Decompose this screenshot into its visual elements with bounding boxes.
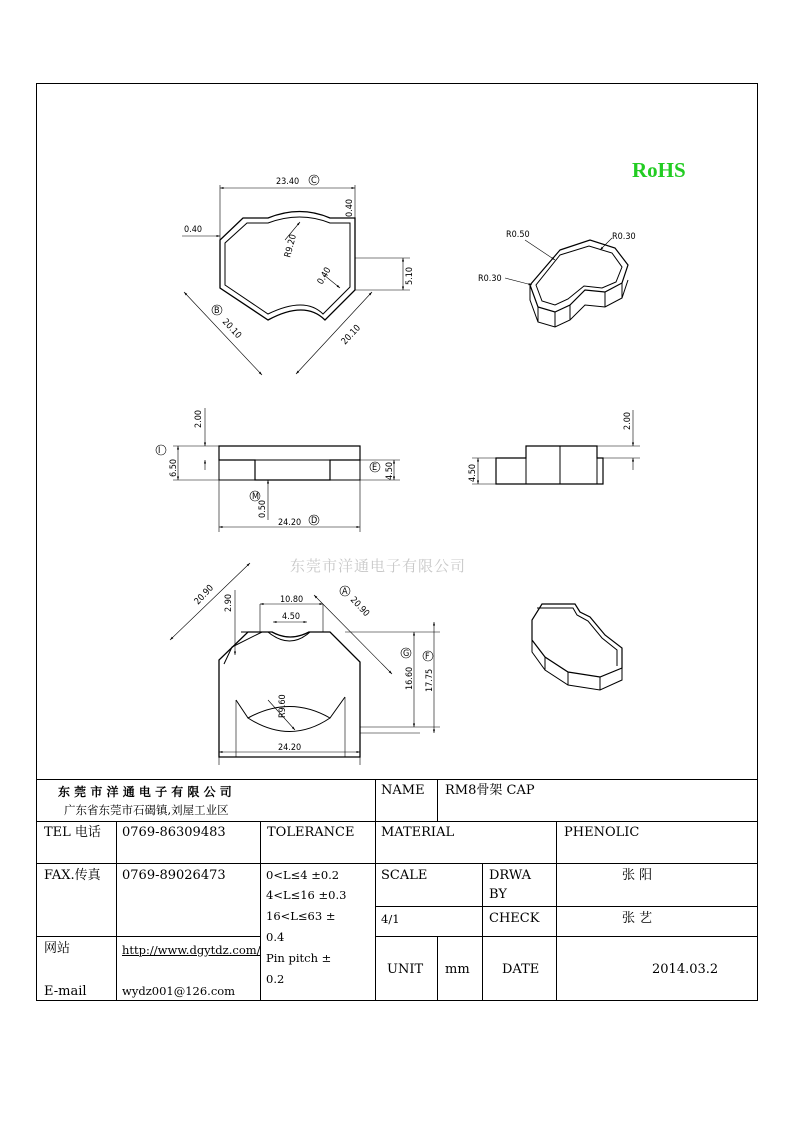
check-value: 张 艺 — [622, 911, 653, 926]
material-value: PHENOLIC — [564, 825, 640, 840]
part-name: RM8骨架 CAP — [445, 783, 535, 798]
dim-right-height: 5.10 — [405, 266, 415, 285]
scale-label: SCALE — [381, 868, 428, 883]
unit-label: UNIT — [387, 962, 424, 977]
dim-front-right-height: 4.50 — [385, 461, 395, 480]
datum-label-g: G — [403, 649, 410, 659]
unit-value: mm — [445, 962, 470, 977]
company-name: 东 莞 市 洋 通 电 子 有 限 公 司 — [58, 785, 232, 799]
tolerance-line-5: Pin pitch ± — [266, 951, 332, 965]
website-link[interactable]: http://www.dgytdz.com/ — [122, 943, 261, 957]
tolerance-line-3: 16<L≤63 ± — [266, 909, 336, 923]
company-watermark: 东莞市洋通电子有限公司 — [290, 557, 467, 575]
dim-top-width: 23.40 — [276, 177, 300, 187]
iso-radius-2: R0.30 — [612, 232, 636, 242]
date-value: 2014.03.2 — [652, 962, 719, 977]
scale-value: 4/1 — [381, 912, 400, 926]
tel-value: 0769-86309483 — [122, 825, 226, 840]
email-value: wydz001@126.com — [122, 984, 236, 998]
datum-label-m: M — [252, 492, 259, 502]
tolerance-line-4: 0.4 — [266, 930, 285, 944]
datum-label-b: B — [214, 306, 220, 316]
iso-radius-3: R0.30 — [478, 274, 502, 284]
dim-front-total-height: 6.50 — [169, 458, 179, 477]
dim-top-radius: R9.20 — [283, 233, 300, 259]
dim-front-bottom-gap: 0.50 — [258, 499, 268, 518]
drawn-by-label-2: BY — [489, 887, 507, 902]
tolerance-line-6: 0.2 — [266, 972, 285, 986]
dim-bottom-slot-outer: 10.80 — [280, 595, 304, 605]
dim-bottom-slot-depth: 2.90 — [224, 593, 234, 612]
fax-label: FAX.传真 — [44, 868, 101, 883]
company-address: 广东省东莞市石碣镇,刘屋工业区 — [64, 803, 229, 817]
dim-bottom-height-inner: 16.60 — [405, 666, 415, 690]
dim-bottom-radius: R9.60 — [278, 694, 288, 718]
iso-view — [505, 238, 628, 327]
drawn-by-label-1: DRWA — [489, 868, 532, 883]
dim-left-offset: 0.40 — [184, 225, 203, 235]
iso-radius-1: R0.50 — [506, 230, 530, 240]
dim-side-height: 4.50 — [468, 463, 478, 482]
datum-label-a: A — [342, 587, 348, 597]
datum-label-e: E — [372, 463, 378, 473]
datum-label-d: D — [311, 516, 318, 526]
fax-value: 0769-89026473 — [122, 868, 226, 883]
dim-side-top-step: 2.00 — [623, 411, 633, 430]
drawn-by-value: 张 阳 — [622, 868, 653, 883]
tolerance-line-2: 4<L≤16 ±0.3 — [266, 888, 347, 902]
check-label: CHECK — [489, 911, 540, 926]
material-label: MATERIAL — [381, 825, 455, 840]
dim-bottom-width: 24.20 — [278, 743, 302, 753]
datum-label-f: F — [425, 652, 430, 662]
dim-bottom-diag-right: 20.90 — [347, 595, 371, 620]
dim-diag-right: 20.10 — [339, 323, 364, 348]
email-label: E-mail — [44, 984, 87, 999]
dim-top-corner: 0.40 — [345, 198, 355, 217]
rohs-mark: RoHS — [632, 158, 686, 182]
dim-inner-corner: 0.40 — [315, 265, 334, 287]
date-label: DATE — [502, 962, 540, 977]
datum-label-i: I — [158, 446, 161, 456]
top-view — [182, 175, 410, 375]
dim-front-width: 24.20 — [278, 518, 302, 528]
tolerance-line-1: 0<L≤4 ±0.2 — [266, 868, 340, 882]
dim-bottom-height-outer: 17.75 — [425, 668, 435, 692]
website-label: 网站 — [44, 941, 71, 956]
front-view — [156, 408, 400, 532]
iso-view-bottom — [532, 604, 622, 690]
dim-bottom-diag-left: 20.90 — [192, 583, 217, 608]
dim-front-top-step: 2.00 — [194, 409, 204, 428]
tolerance-label: TOLERANCE — [267, 825, 355, 840]
dim-bottom-slot-inner: 4.50 — [282, 612, 301, 622]
datum-label-c: C — [311, 176, 317, 186]
name-label: NAME — [381, 783, 425, 798]
side-view — [472, 410, 640, 484]
tel-label: TEL 电话 — [44, 825, 101, 840]
dim-diag-left: 20.10 — [219, 317, 243, 342]
